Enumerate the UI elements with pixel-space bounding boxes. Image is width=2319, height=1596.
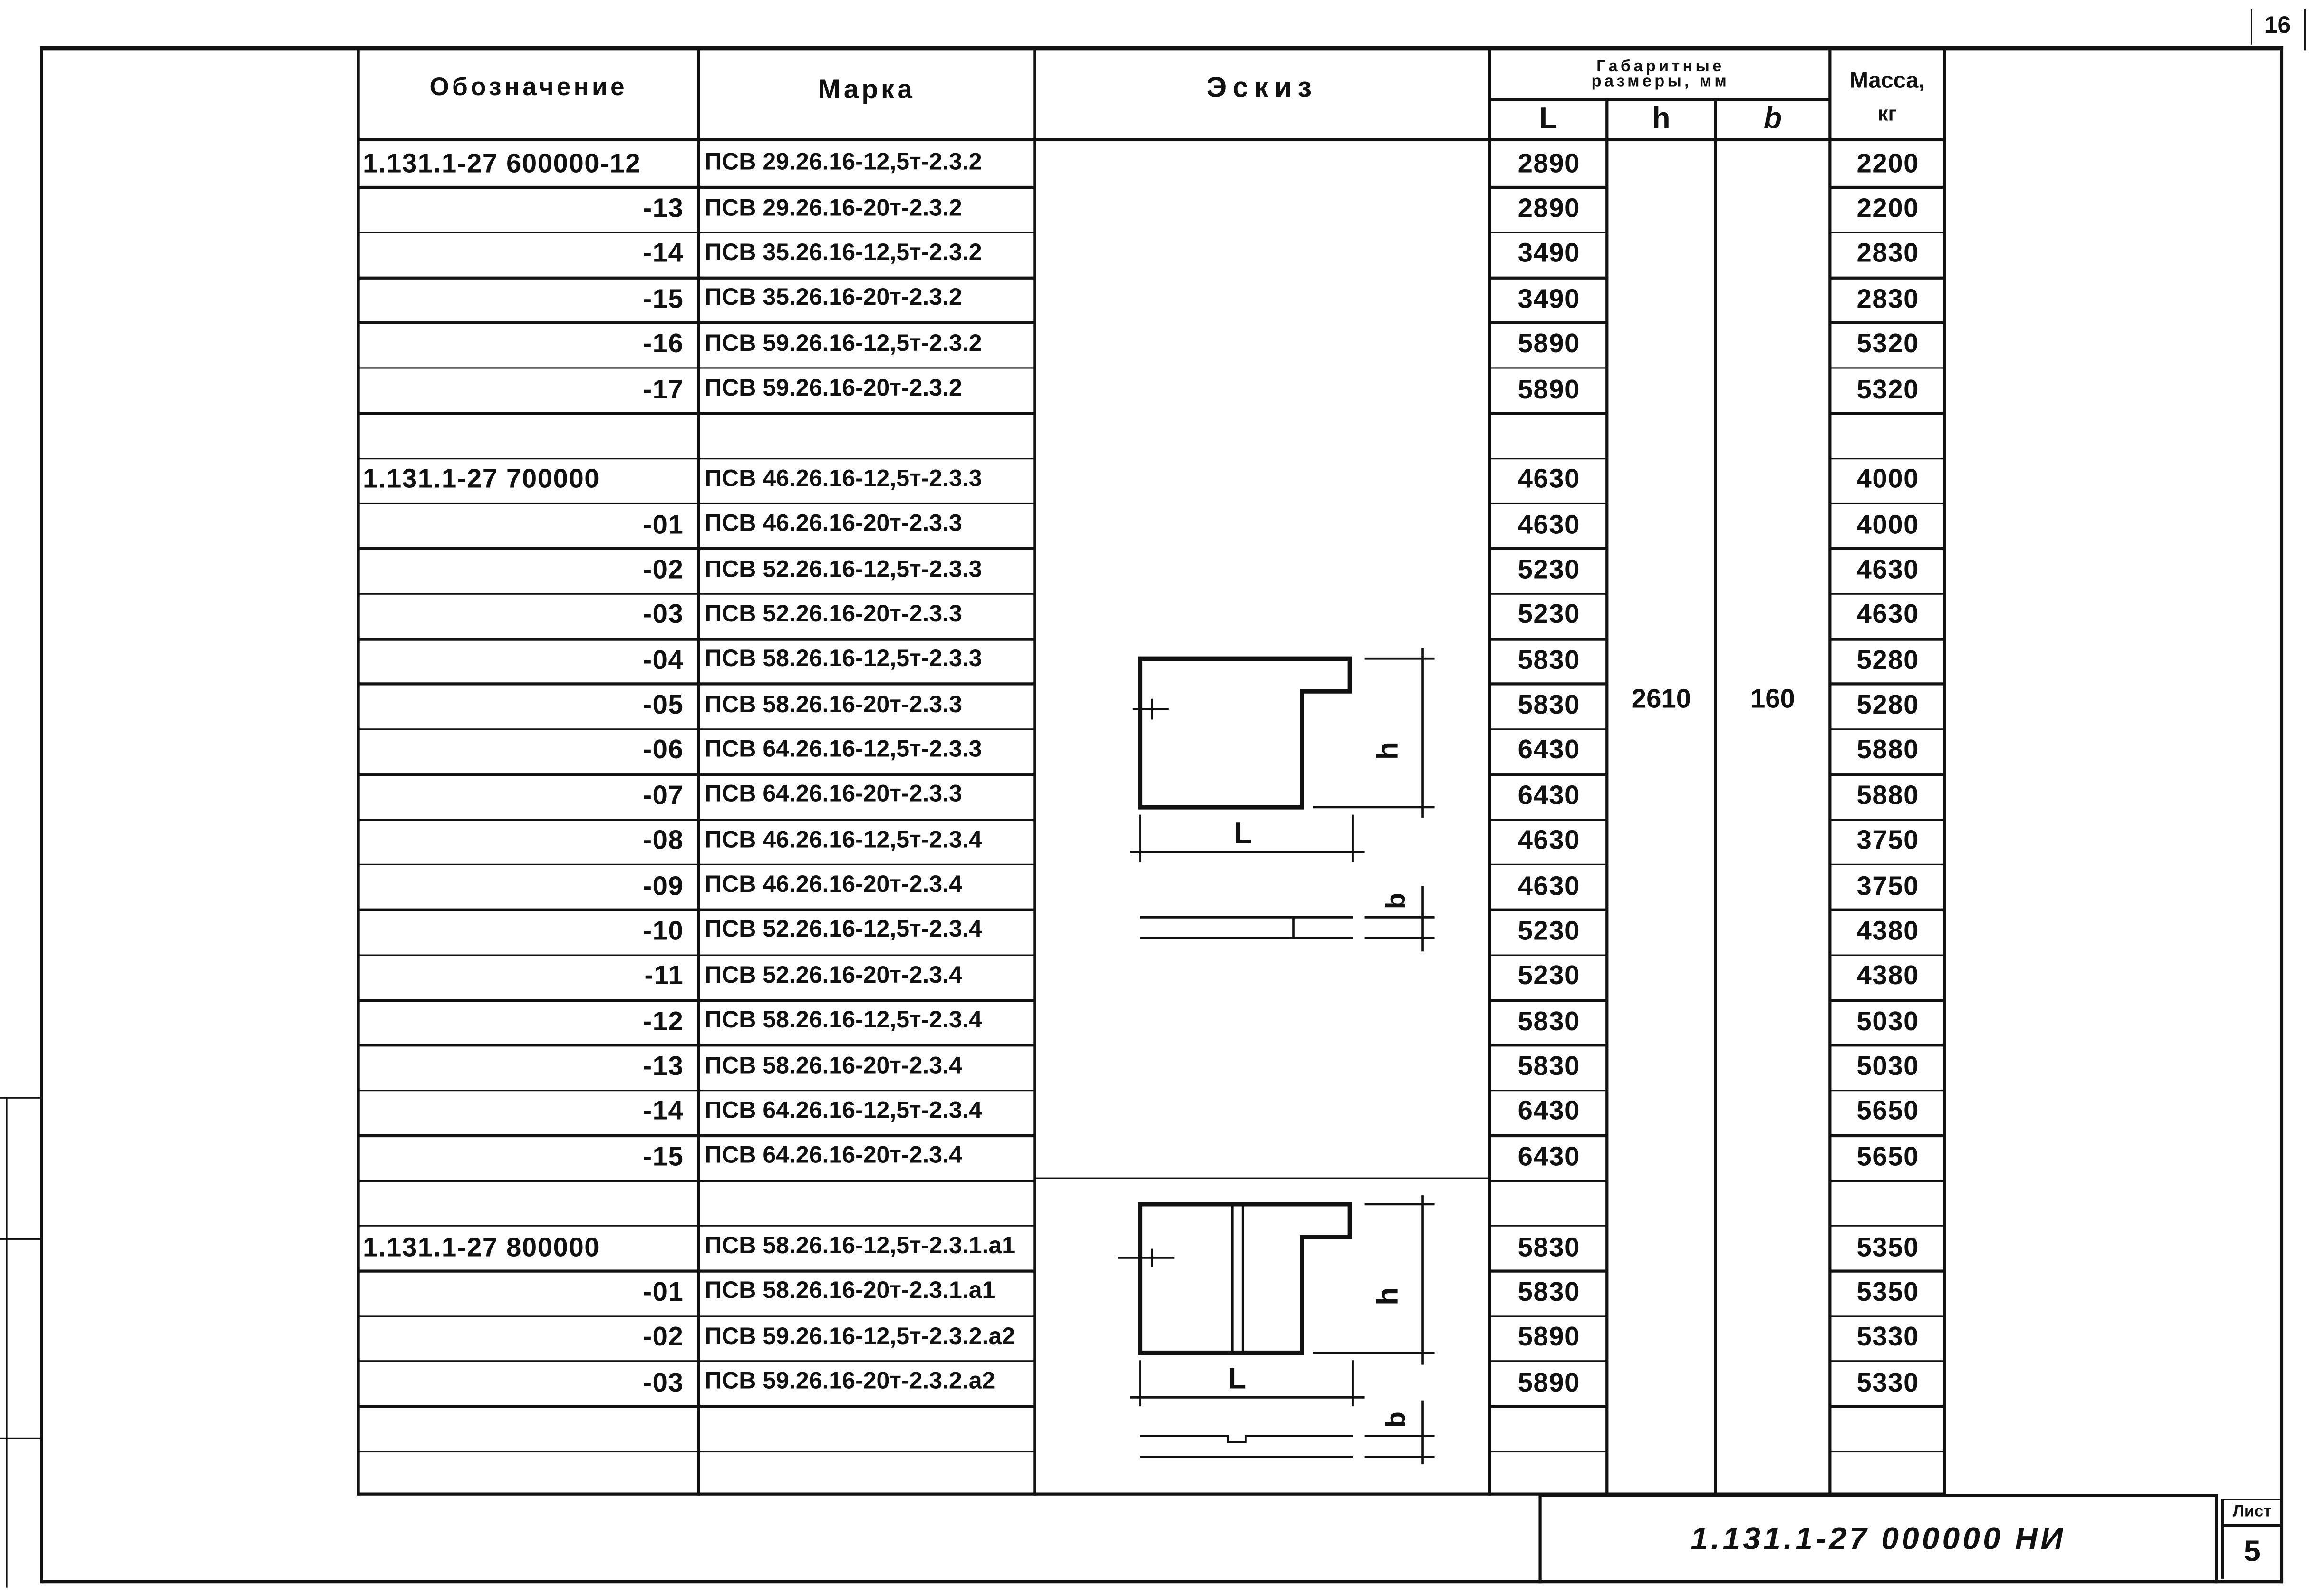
row-length-L: 4630 [1517, 509, 1581, 539]
row-mark: ПСВ 58.26.16-12,5т-2.3.4 [705, 1008, 982, 1034]
row-designation: -05 [643, 690, 684, 720]
row-mass: 4000 [1856, 464, 1920, 494]
row-mass: 5880 [1856, 735, 1920, 765]
row-mark: ПСВ 64.26.16-20т-2.3.3 [705, 782, 962, 808]
row-mass: 4630 [1856, 600, 1920, 629]
sketch-2-h-label: h [1371, 1287, 1404, 1306]
row-length-L: 3490 [1517, 238, 1581, 269]
row-mark: ПСВ 35.26.16-20т-2.3.2 [705, 286, 962, 311]
header-sketch: Эскиз [1207, 73, 1318, 104]
row-mass: 5350 [1856, 1277, 1920, 1307]
row-length-L: 5230 [1517, 554, 1581, 584]
row-mark: ПСВ 58.26.16-20т-2.3.1.а1 [705, 1279, 995, 1305]
row-mark: ПСВ 29.26.16-20т-2.3.2 [705, 195, 962, 221]
row-mass: 5280 [1856, 690, 1920, 720]
row-mark: ПСВ 52.26.16-12,5т-2.3.4 [705, 918, 982, 943]
row-mark: ПСВ 46.26.16-20т-2.3.4 [705, 872, 962, 898]
row-mark: ПСВ 58.26.16-12,5т-2.3.1.а1 [705, 1234, 1015, 1259]
row-length-L: 5830 [1517, 1277, 1581, 1307]
row-mass: 4380 [1856, 916, 1920, 946]
row-mass: 4000 [1856, 509, 1920, 539]
header-dim-L: L [1539, 102, 1557, 135]
row-designation: -16 [643, 329, 684, 359]
row-mark: ПСВ 58.26.16-20т-2.3.4 [705, 1053, 962, 1079]
row-length-L: 2890 [1517, 148, 1581, 178]
row-mark: ПСВ 46.26.16-20т-2.3.3 [705, 512, 962, 537]
sheet-box-line [2221, 1524, 2280, 1527]
sketch-2-L-label: L [1227, 1362, 1246, 1395]
row-designation: -02 [643, 1322, 684, 1352]
row-mass: 3750 [1856, 871, 1920, 900]
row-length-L: 5890 [1517, 374, 1581, 404]
row-mass: 2830 [1856, 283, 1920, 314]
document-code: 1.131.1-27 000000 НИ [1691, 1522, 2066, 1557]
row-designation: -14 [643, 238, 684, 269]
row-designation: -13 [643, 1051, 684, 1081]
sketch-2-b-label: b [1381, 1412, 1411, 1428]
row-mark: ПСВ 64.26.16-12,5т-2.3.3 [705, 737, 982, 763]
row-mass: 5880 [1856, 780, 1920, 810]
row-length-L: 4630 [1517, 825, 1581, 855]
row-mass: 5650 [1856, 1141, 1920, 1171]
row-designation: -17 [643, 374, 684, 404]
row-length-L: 5830 [1517, 645, 1581, 675]
row-designation: -10 [643, 916, 684, 946]
row-mass: 5330 [1856, 1367, 1920, 1397]
row-mass: 2830 [1856, 238, 1920, 269]
row-mark: ПСВ 59.26.16-20т-2.3.2 [705, 376, 962, 402]
sketch-1-L-label: L [1234, 816, 1252, 850]
row-length-L: 5830 [1517, 1006, 1581, 1036]
row-mark: ПСВ 59.26.16-20т-2.3.2.а2 [705, 1369, 995, 1395]
row-designation: -15 [643, 1141, 684, 1171]
row-mass: 5650 [1856, 1096, 1920, 1126]
row-designation: 1.131.1-27 600000-12 [362, 148, 641, 178]
row-mark: ПСВ 52.26.16-20т-2.3.3 [705, 601, 962, 628]
row-mass: 5320 [1856, 374, 1920, 404]
row-length-L: 4630 [1517, 464, 1581, 494]
title-block-line [1540, 1494, 2218, 1497]
row-length-L: 6430 [1517, 1096, 1581, 1126]
row-designation: -07 [643, 780, 684, 810]
row-mark: ПСВ 52.26.16-12,5т-2.3.3 [705, 557, 982, 582]
row-length-L: 5890 [1517, 1367, 1581, 1397]
row-mass: 5320 [1856, 329, 1920, 359]
row-designation: -06 [643, 735, 684, 765]
row-designation: -02 [643, 554, 684, 584]
header-dim-h: h [1652, 102, 1671, 135]
row-designation: -12 [643, 1006, 684, 1036]
row-mark: ПСВ 58.26.16-20т-2.3.3 [705, 692, 962, 718]
row-length-L: 5830 [1517, 1231, 1581, 1262]
row-mass: 5280 [1856, 645, 1920, 675]
row-designation: 1.131.1-27 700000 [362, 464, 600, 494]
row-designation: -03 [643, 1367, 684, 1397]
row-mark: ПСВ 58.26.16-12,5т-2.3.3 [705, 647, 982, 673]
row-mass: 5330 [1856, 1322, 1920, 1352]
row-designation: -14 [643, 1096, 684, 1126]
row-length-L: 5230 [1517, 600, 1581, 629]
row-mass: 5030 [1856, 1006, 1920, 1036]
row-mark: ПСВ 35.26.16-12,5т-2.3.2 [705, 241, 982, 266]
header-mass: Масса, [1849, 68, 1925, 93]
row-designation: -03 [643, 600, 684, 629]
corner-sheet-mark: 16 [2264, 13, 2291, 39]
row-designation: -11 [644, 961, 684, 991]
row-length-L: 3490 [1517, 283, 1581, 314]
title-block-line [2215, 1494, 2218, 1584]
row-designation: 1.131.1-27 800000 [362, 1231, 600, 1262]
common-h-value: 2610 [1631, 683, 1691, 713]
sketch-1-h-label: h [1371, 742, 1404, 760]
row-length-L: 5830 [1517, 1051, 1581, 1081]
row-designation: -15 [643, 283, 684, 314]
row-mark: ПСВ 46.26.16-12,5т-2.3.4 [705, 827, 982, 853]
header-mass-unit: кг [1877, 101, 1897, 125]
row-designation: -01 [643, 1277, 684, 1307]
sheet-label: Лист [2232, 1503, 2272, 1521]
row-designation: -09 [643, 871, 684, 900]
row-mass: 2200 [1856, 193, 1920, 223]
row-length-L: 6430 [1517, 735, 1581, 765]
row-mass: 2200 [1856, 148, 1920, 178]
row-designation: -08 [643, 825, 684, 855]
row-mark: ПСВ 59.26.16-12,5т-2.3.2 [705, 331, 982, 357]
row-length-L: 6430 [1517, 780, 1581, 810]
row-mark: ПСВ 64.26.16-20т-2.3.4 [705, 1143, 962, 1169]
row-length-L: 5230 [1517, 916, 1581, 946]
row-mass: 5350 [1856, 1231, 1920, 1262]
row-designation: -13 [643, 193, 684, 223]
row-mass: 5030 [1856, 1051, 1920, 1081]
row-length-L: 5890 [1517, 1322, 1581, 1352]
row-mark: ПСВ 46.26.16-12,5т-2.3.3 [705, 466, 982, 492]
row-length-L: 6430 [1517, 1141, 1581, 1171]
row-length-L: 4630 [1517, 871, 1581, 900]
row-length-L: 2890 [1517, 193, 1581, 223]
row-mark: ПСВ 29.26.16-12,5т-2.3.2 [705, 150, 982, 176]
row-mark: ПСВ 64.26.16-12,5т-2.3.4 [705, 1098, 982, 1124]
row-designation: -04 [643, 645, 684, 675]
row-mark: ПСВ 59.26.16-12,5т-2.3.2.а2 [705, 1324, 1015, 1350]
row-designation: -01 [643, 509, 684, 539]
row-mark: ПСВ 52.26.16-20т-2.3.4 [705, 963, 962, 988]
row-mass: 4630 [1856, 554, 1920, 584]
sheet-number: 5 [2244, 1535, 2261, 1568]
header-dim-b: b [1763, 102, 1782, 135]
row-length-L: 5890 [1517, 329, 1581, 359]
row-length-L: 5830 [1517, 690, 1581, 720]
sketch-1-b-label: b [1381, 892, 1411, 909]
row-mass: 3750 [1856, 825, 1920, 855]
common-b-value: 160 [1750, 683, 1795, 713]
row-mass: 4380 [1856, 961, 1920, 991]
header-designation: Обозначение [429, 73, 628, 101]
header-mark: Марка [818, 73, 916, 104]
row-length-L: 5230 [1517, 961, 1581, 991]
header-dimensions: Габаритные размеры, мм [1591, 58, 1730, 91]
